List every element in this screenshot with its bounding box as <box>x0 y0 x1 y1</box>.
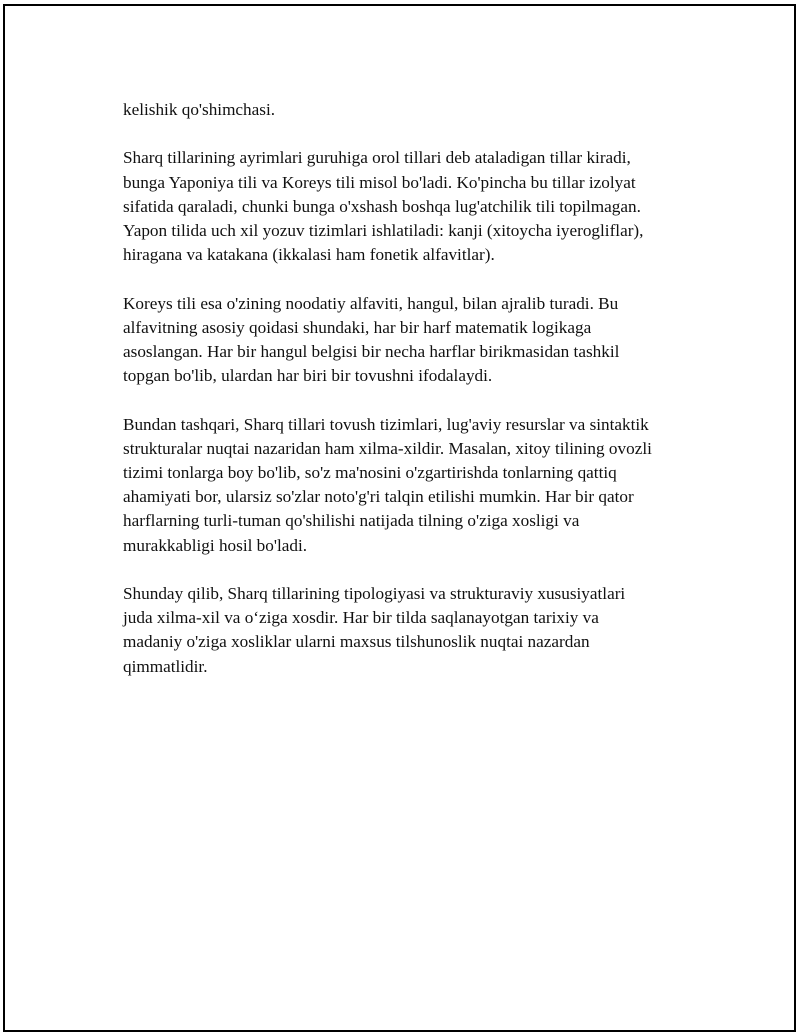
paragraph-2: Sharq tillarining ayrimlari guruhiga orol tillari deb ataladigan tillar kiradi, bunga Yaponiya tili va Koreys tili misol bo'ladi. Ko'pincha bu tillar izolyat sifatida qaraladi, chunki bunga o'xshash boshqa lug'atchilik tili topilmagan. Yapon tilida uch xil yozuv tizimlari ishlatiladi: kanji (xitoycha iyerogliflar), hiragana va katakana (ikkalasi ham fonetik alfavitlar). <box>123 148 644 265</box>
page-frame <box>3 4 796 1032</box>
paragraph-4: Bundan tashqari, Sharq tillari tovush tizimlari, lug'aviy resurslar va sintaktik strukturalar nuqtai nazaridan ham xilma-xildir. Masalan, xitoy tilining ovozli tizimi tonlarga boy bo'lib, so'z ma'nosini o'zgartirishda tonlarning qattiq ahamiyati bor, ularsiz so'zlar noto'g'ri talqin etilishi mumkin. Har bir qator harflarning turli-tuman qo'shilishi natijada tilning o'ziga xosligi va murakkabligi hosil bo'ladi. <box>123 414 652 555</box>
document-body <box>123 98 713 703</box>
paragraph-3: Koreys tili esa o'zining noodatiy alfaviti, hangul, bilan ajralib turadi. Bu alfavitning asosiy qoidasi shundaki, har bir harf matematik logikaga asoslangan. Har bir hangul belgisi bir necha harflar birikmasidan tashkil topgan bo'lib, ulardan har biri bir tovushni ifodalaydi. <box>123 293 620 386</box>
paragraph-1: kelishik qo'shimchasi. <box>123 100 276 119</box>
paragraph-5: Shunday qilib, Sharq tillarining tipologiyasi va strukturaviy xususiyatlari juda xilma-xil va o‘ziga xosdir. Har bir tilda saqlanayotgan tarixiy va madaniy o'ziga xosliklar ularni maxsus tilshunoslik nuqtai nazardan qimmatlidir. <box>123 584 626 676</box>
